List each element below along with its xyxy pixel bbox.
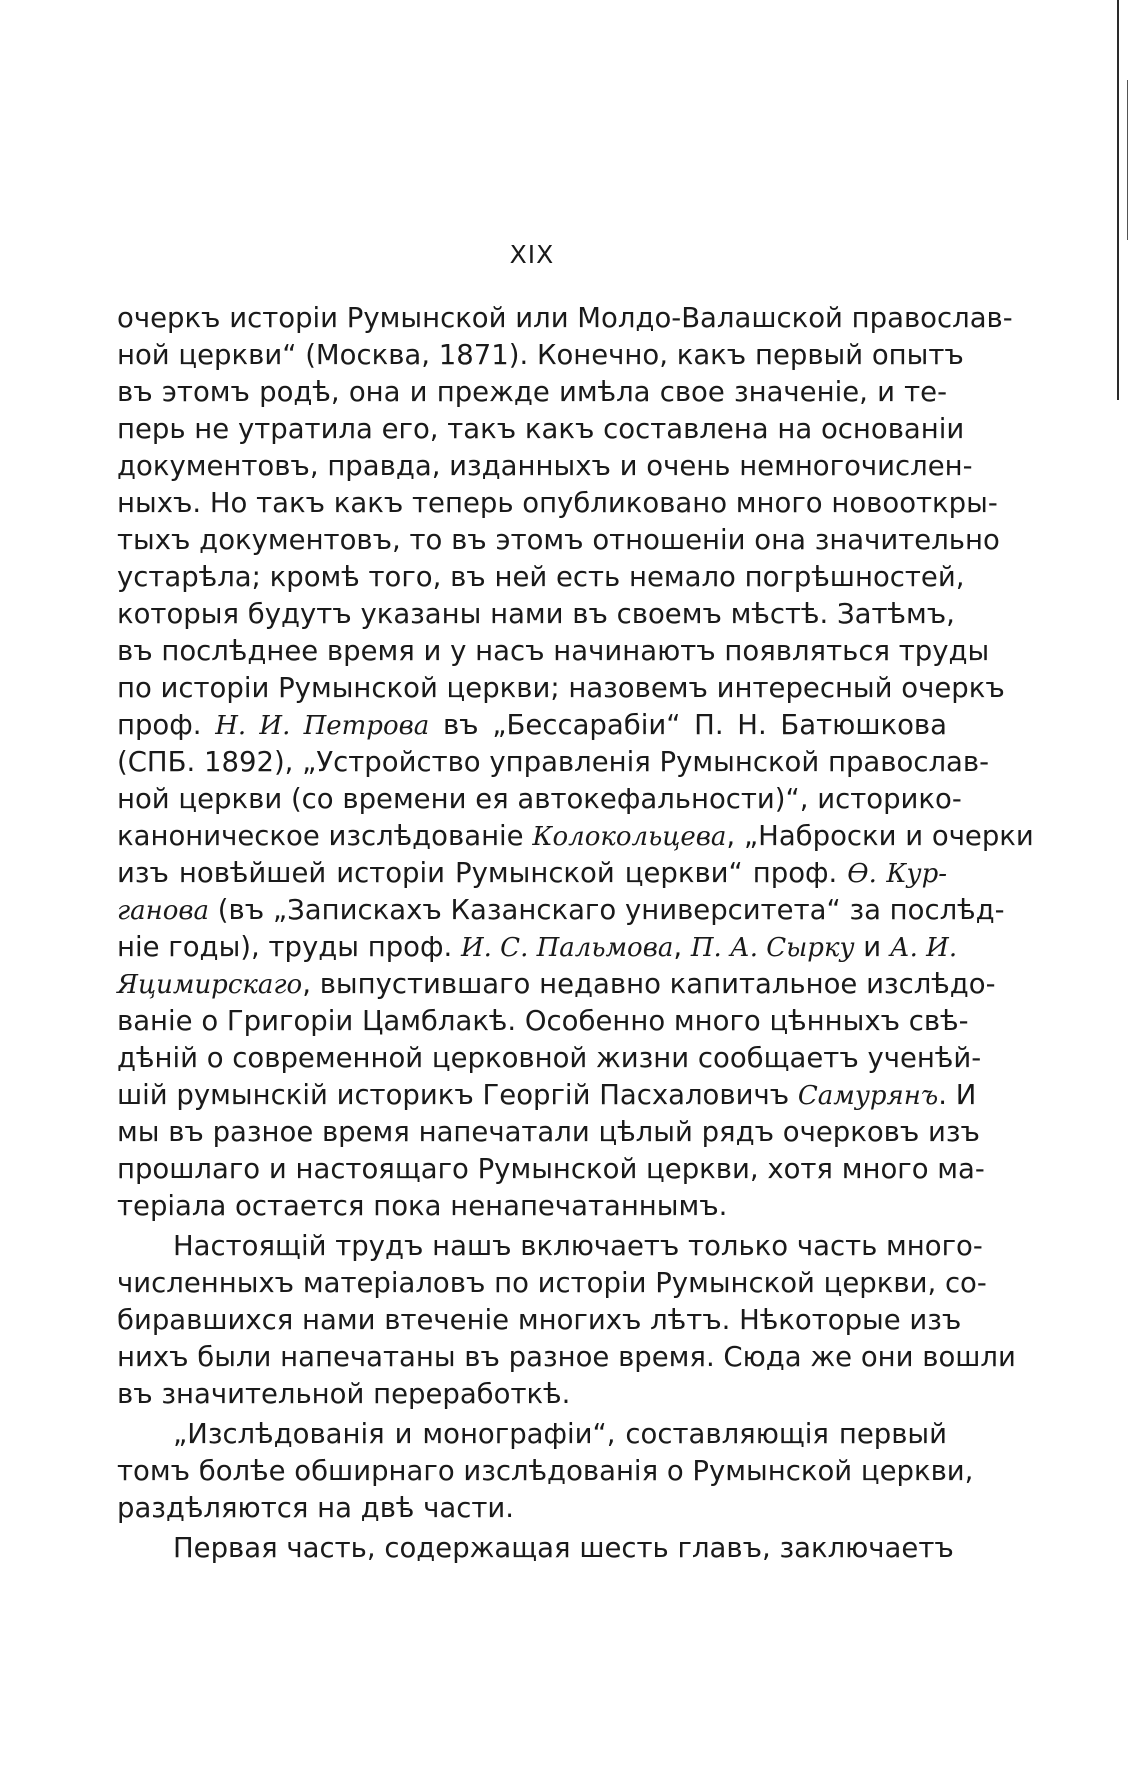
page-edge-line-secondary — [1127, 80, 1128, 240]
text-line: „Изслѣдованія и монографіи“, составляющія первый — [173, 1418, 947, 1450]
text-line: ніе годы), труды проф. И. С. Пальмова, П. А. Сырку и А. И. — [117, 931, 958, 963]
text-line: шій румынскій историкъ Георгій Пасхаловичъ Самурянъ. И — [117, 1079, 977, 1111]
text-line: каноническое изслѣдованіе Колокольцева, „Наброски и очерки — [117, 820, 1034, 852]
paragraph — [117, 1228, 1016, 1413]
text-line: ной церкви (со времени ея автокефальности)“, историко- — [117, 783, 962, 815]
text-line: томъ болѣе обширнаго изслѣдованія о Румынской церкви, — [117, 1455, 974, 1487]
text-line: теріала остается пока ненапечатаннымъ. — [117, 1190, 728, 1222]
text-line: очеркъ исторіи Румынской или Молдо-Валашской православ- — [117, 302, 1013, 334]
text-line: изъ новѣйшей исторіи Румынской церкви“ проф. Ѳ. Кур- — [117, 857, 947, 889]
text-line: Настоящій трудъ нашъ включаетъ только часть много- — [173, 1230, 983, 1262]
text-line: Яцимирскаго, выпустившаго недавно капитальное изслѣдо- — [117, 968, 996, 1000]
paragraph — [117, 1416, 974, 1527]
text-line: нихъ были напечатаны въ разное время. Сюда же они вошли — [117, 1341, 1016, 1373]
text-line: ганова (въ „Запискахъ Казанскаго университета“ за послѣд- — [117, 894, 1005, 926]
text-line: въ значительной переработкѣ. — [117, 1378, 571, 1410]
text-line: проф. Н. И. Петрова въ „Бессарабіи“ П. Н. Батюшкова — [117, 709, 947, 741]
text-line: Первая часть, содержащая шесть главъ, заключаетъ — [173, 1532, 954, 1564]
text-line: прошлаго и настоящаго Румынской церкви, хотя много ма- — [117, 1153, 985, 1185]
text-line: перь не утратила его, такъ какъ составлена на основаніи — [117, 413, 965, 445]
text-line: въ этомъ родѣ, она и прежде имѣла свое значеніе, и те- — [117, 376, 947, 408]
text-line: по исторіи Румынской церкви; назовемъ интересный очеркъ — [117, 672, 1005, 704]
page-edge-line — [1117, 0, 1119, 400]
text-line: численныхъ матеріаловъ по исторіи Румынской церкви, со- — [117, 1267, 987, 1299]
text-line: документовъ, правда, изданныхъ и очень немногочислен- — [117, 450, 973, 482]
text-line: раздѣляются на двѣ части. — [117, 1492, 514, 1524]
body-text — [117, 300, 1034, 1567]
paragraph — [117, 300, 1034, 1225]
text-line: дѣній о современной церковной жизни сообщаетъ ученѣй- — [117, 1042, 982, 1074]
text-line: (СПБ. 1892), „Устройство управленія Румынской православ- — [117, 746, 989, 778]
paragraph — [117, 1530, 954, 1567]
text-line: биравшихся нами втеченіе многихъ лѣтъ. Нѣкоторые изъ — [117, 1304, 962, 1336]
text-line: тыхъ документовъ, то въ этомъ отношеніи она значительно — [117, 524, 1000, 556]
text-line: въ послѣднее время и у насъ начинаютъ появляться труды — [117, 635, 990, 667]
page-number: XIX — [509, 240, 555, 269]
text-line: мы въ разное время напечатали цѣлый рядъ очерковъ изъ — [117, 1116, 980, 1148]
text-line: устарѣла; кромѣ того, въ ней есть немало погрѣшностей, — [117, 561, 965, 593]
text-line: ваніе о Григоріи Цамблакѣ. Особенно много цѣнныхъ свѣ- — [117, 1005, 969, 1037]
text-line: которыя будутъ указаны нами въ своемъ мѣстѣ. Затѣмъ, — [117, 598, 955, 630]
text-line: ныхъ. Но такъ какъ теперь опубликовано много новооткры- — [117, 487, 998, 519]
text-line: ной церкви“ (Москва, 1871). Конечно, какъ первый опытъ — [117, 339, 964, 371]
